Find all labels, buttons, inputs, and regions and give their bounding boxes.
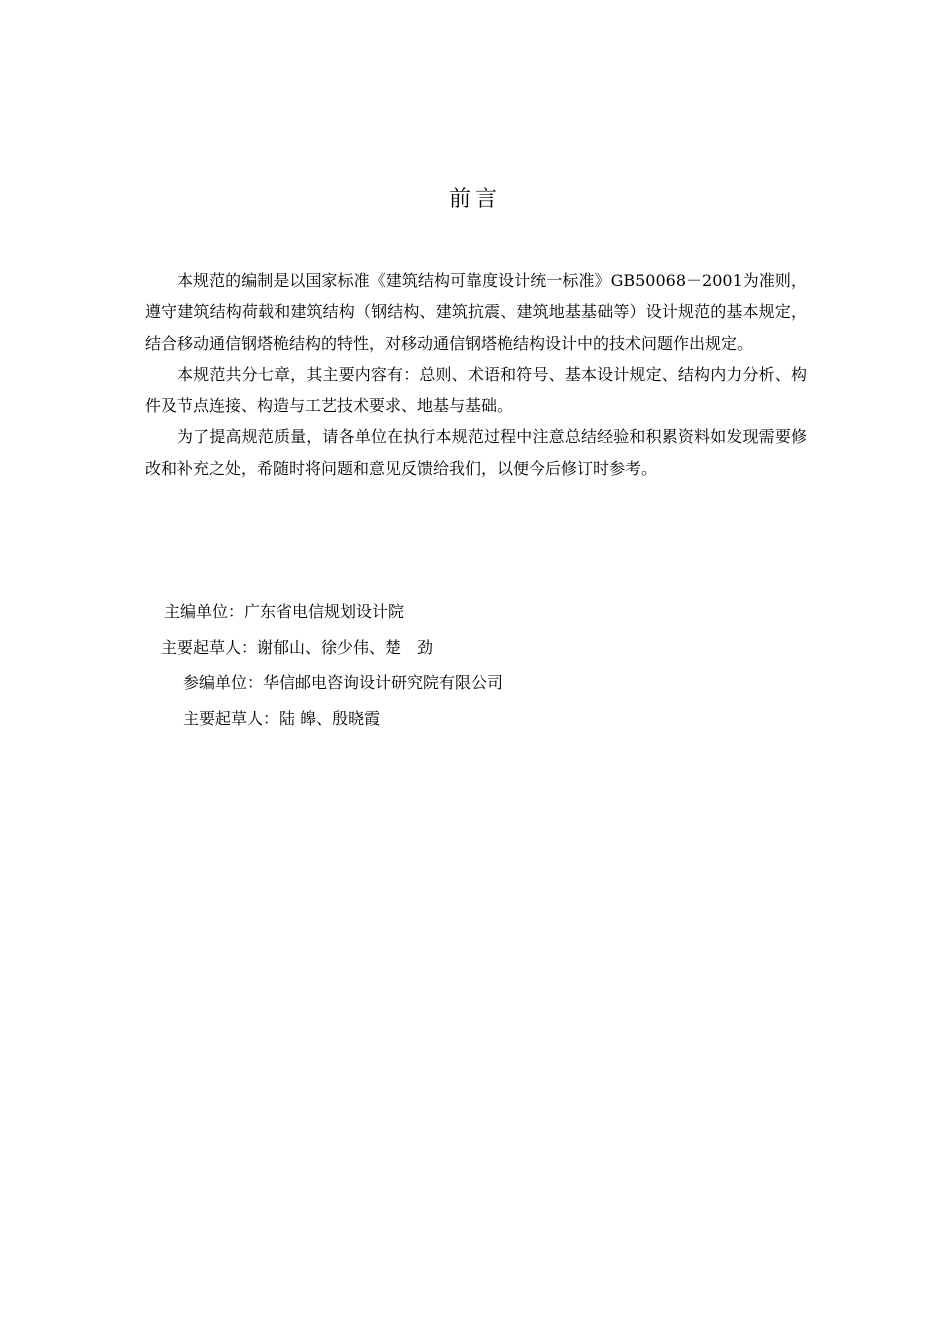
preface-body	[145, 265, 807, 484]
preface-paragraph-3: 为了提高规范质量，请各单位在执行本规范过程中注意总结经验和积累资料如发现需要修改和补充之处，希随时将问题和意见反馈给我们，以便今后修订时参考。	[145, 427, 807, 478]
page-title: 前言	[448, 187, 501, 212]
participating-unit: 参编单位：华信邮电咨询设计研究院有限公司	[183, 673, 504, 693]
preface-paragraph-2: 本规范共分七章，其主要内容有：总则、术语和符号、基本设计规定、结构内力分析、构件及节点连接、构造与工艺技术要求、地基与基础。	[145, 364, 807, 416]
credits-block	[145, 594, 807, 737]
participating-drafters: 主要起草人：陆 皞、殷晓霞	[183, 709, 381, 729]
chief-editor-unit: 主编单位：广东省电信规划设计院	[164, 602, 405, 621]
chief-drafters: 主要起草人：谢郁山、徐少伟、楚 劲	[161, 637, 434, 657]
preface-paragraph-1: 本规范的编制是以国家标准《建筑结构可靠度设计统一标准》GB50068－2001为准则，遵守建筑结构荷载和建筑结构（钢结构、建筑抗震、建筑地基基础等）设计规范的基本规定，结合移动通信钢塔桅结构的特性，对移动通信钢塔桅结构设计中的技术问题作出规定。	[145, 271, 807, 353]
